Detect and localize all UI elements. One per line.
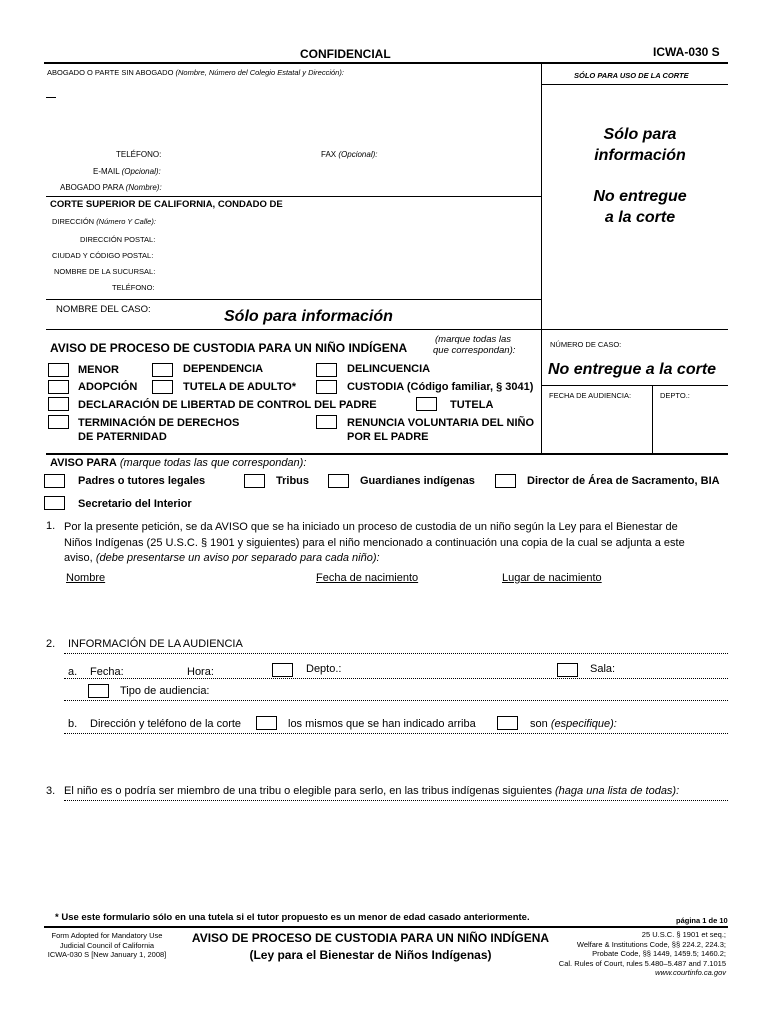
- phone-label: TELÉFONO:: [116, 150, 162, 159]
- custodia-checkbox[interactable]: [316, 380, 337, 394]
- item1-text: Por la presente petición, se da AVISO que se ha iniciado un proceso de custodia de un niño según la Ley para el Bienestar de Niños Indígenas (25 U.S.C. § 1901 y siguientes) para el niño mencionado a continuación una copia de la cual se adjunta a este aviso, (debe presentarse un aviso por separado para cada niño):: [64, 521, 685, 564]
- footer-title: AVISO DE PROCESO DE CUSTODIA PARA UN NIÑO INDÍGENA (Ley para el Bienestar de Niños Indígenas): [191, 931, 550, 962]
- specify-checkbox[interactable]: [497, 716, 518, 730]
- adopcion-label: ADOPCIÓN: [78, 381, 138, 393]
- dept-label: DEPTO.:: [660, 391, 690, 400]
- hearing-depto-checkbox[interactable]: [272, 663, 293, 677]
- child-dob-column: Fecha de nacimiento: [316, 572, 419, 584]
- court-address-label: DIRECCIÓN (Número Y Calle):: [52, 217, 156, 226]
- notice-to-label: AVISO PARA (marque todas las que correspondan):: [50, 457, 307, 469]
- tutela-adulto-label: TUTELA DE ADULTO*: [183, 381, 297, 393]
- terminacion-label: TERMINACIÓN DE DERECHOS DE PATERNIDAD: [78, 417, 240, 443]
- tutela-label: TUTELA: [450, 399, 494, 411]
- same-as-above-label: los mismos que se han indicado arriba: [288, 718, 476, 730]
- delincuencia-label: DELINCUENCIA: [347, 363, 431, 375]
- form-id: ICWA-030 S: [653, 45, 720, 59]
- item2a-letter: a.: [68, 666, 78, 678]
- renuncia-checkbox[interactable]: [316, 415, 337, 429]
- court-use-label: SÓLO PARA USO DE LA CORTE: [574, 71, 689, 80]
- legal-references: 25 U.S.C. § 1901 et seq.; Welfare & Institutions Code, §§ 224.2, 224.3; Probate Code, §§ 1449, 1459.5; 1460.2; Cal. Rules of Court, rules 5.480–5.487 and 7.1015 www.courtinfo.ca.gov: [558, 930, 726, 977]
- item3-text: El niño es o podría ser miembro de una tribu o elegible para serlo, en las tribus indígenas siguientes (haga una lista de todas):: [64, 785, 680, 797]
- tribes-checkbox[interactable]: [244, 474, 265, 488]
- hearing-depto-label: Depto.:: [306, 663, 342, 675]
- delincuencia-checkbox[interactable]: [316, 363, 337, 377]
- specify-label: son (especifique):: [530, 718, 617, 730]
- terminacion-checkbox[interactable]: [48, 415, 69, 429]
- child-name-column: Nombre: [66, 572, 106, 584]
- confidential-label: CONFIDENCIAL: [300, 47, 391, 61]
- court-phone-label: TELÉFONO:: [112, 283, 155, 292]
- adopcion-checkbox[interactable]: [48, 380, 69, 394]
- child-pob-column: Lugar de nacimiento: [502, 572, 602, 584]
- hearing-type-checkbox[interactable]: [88, 684, 109, 698]
- custodia-label: CUSTODIA (Código familiar, § 3041): [347, 381, 534, 393]
- case-number-label: NÚMERO DE CASO:: [550, 340, 622, 349]
- tutela-adulto-checkbox[interactable]: [152, 380, 173, 394]
- court-title: CORTE SUPERIOR DE CALIFORNIA, CONDADO DE: [50, 199, 283, 210]
- page-number: página 1 de 10: [676, 916, 728, 925]
- court-address-phone-label: Dirección y teléfono de la corte: [90, 718, 242, 730]
- attorney-for-label: ABOGADO PARA (Nombre):: [60, 183, 162, 192]
- director-label: Director de Área de Sacramento, BIA: [527, 475, 720, 487]
- item2-number: 2.: [46, 638, 56, 650]
- hearing-date-label: FECHA DE AUDIENCIA:: [549, 391, 632, 400]
- secretary-checkbox[interactable]: [44, 496, 65, 510]
- tutela-checkbox[interactable]: [416, 397, 437, 411]
- form-adopted: Form Adopted for Mandatory Use Judicial Council of California ICWA-030 S [New January 1, 2008]: [47, 931, 167, 959]
- court-city-label: CIUDAD Y CÓDIGO POSTAL:: [52, 251, 154, 260]
- case-number-value: No entregue a la corte: [548, 361, 717, 378]
- dependencia-checkbox[interactable]: [152, 363, 173, 377]
- footer-note: * Use este formulario sólo en una tutela si el tutor propuesto es un menor de edad casado anteriormente.: [55, 912, 530, 923]
- hearing-sala-checkbox[interactable]: [557, 663, 578, 677]
- info-only-watermark: Sólo para información: [594, 126, 686, 164]
- hearing-type-label: Tipo de audiencia:: [120, 685, 210, 697]
- same-as-above-checkbox[interactable]: [256, 716, 277, 730]
- case-mark-all: (marque todas las que correspondan):: [433, 334, 516, 356]
- renuncia-label: RENUNCIA VOLUNTARIA DEL NIÑO POR EL PADRE: [347, 417, 534, 443]
- court-postal-label: DIRECCIÓN POSTAL:: [80, 235, 156, 244]
- fax-label: FAX (Opcional):: [321, 150, 378, 159]
- case-name-label: NOMBRE DEL CASO:: [56, 304, 151, 315]
- item1-number: 1.: [46, 520, 56, 532]
- item3-number: 3.: [46, 785, 56, 797]
- attorney-label: ABOGADO O PARTE SIN ABOGADO (Nombre, Número del Colegio Estatal y Dirección):: [47, 68, 344, 77]
- menor-checkbox[interactable]: [48, 363, 69, 377]
- menor-label: MENOR: [78, 364, 119, 376]
- declaracion-label: DECLARACIÓN DE LIBERTAD DE CONTROL DEL PADRE: [78, 399, 377, 411]
- dependencia-label: DEPENDENCIA: [183, 363, 264, 375]
- no-deliver-watermark: No entregue a la corte: [593, 188, 687, 226]
- secretary-label: Secretario del Interior: [78, 498, 192, 510]
- court-branch-label: NOMBRE DE LA SUCURSAL:: [54, 267, 156, 276]
- declaracion-checkbox[interactable]: [48, 397, 69, 411]
- director-checkbox[interactable]: [495, 474, 516, 488]
- parents-checkbox[interactable]: [44, 474, 65, 488]
- case-title: AVISO DE PROCESO DE CUSTODIA PARA UN NIÑO INDÍGENA: [50, 341, 408, 355]
- guardians-checkbox[interactable]: [328, 474, 349, 488]
- hearing-fecha-label: Fecha:: [90, 666, 124, 678]
- parents-label: Padres o tutores legales: [78, 475, 206, 487]
- hearing-sala-label: Sala:: [590, 663, 616, 675]
- tribes-label: Tribus: [276, 475, 310, 487]
- item2b-letter: b.: [68, 718, 78, 730]
- guardians-label: Guardianes indígenas: [360, 475, 475, 487]
- case-name-value: Sólo para información: [224, 308, 393, 325]
- hearing-hora-label: Hora:: [187, 666, 214, 678]
- email-label: E-MAIL (Opcional):: [93, 167, 161, 176]
- item2-title: INFORMACIÓN DE LA AUDIENCIA: [68, 638, 243, 650]
